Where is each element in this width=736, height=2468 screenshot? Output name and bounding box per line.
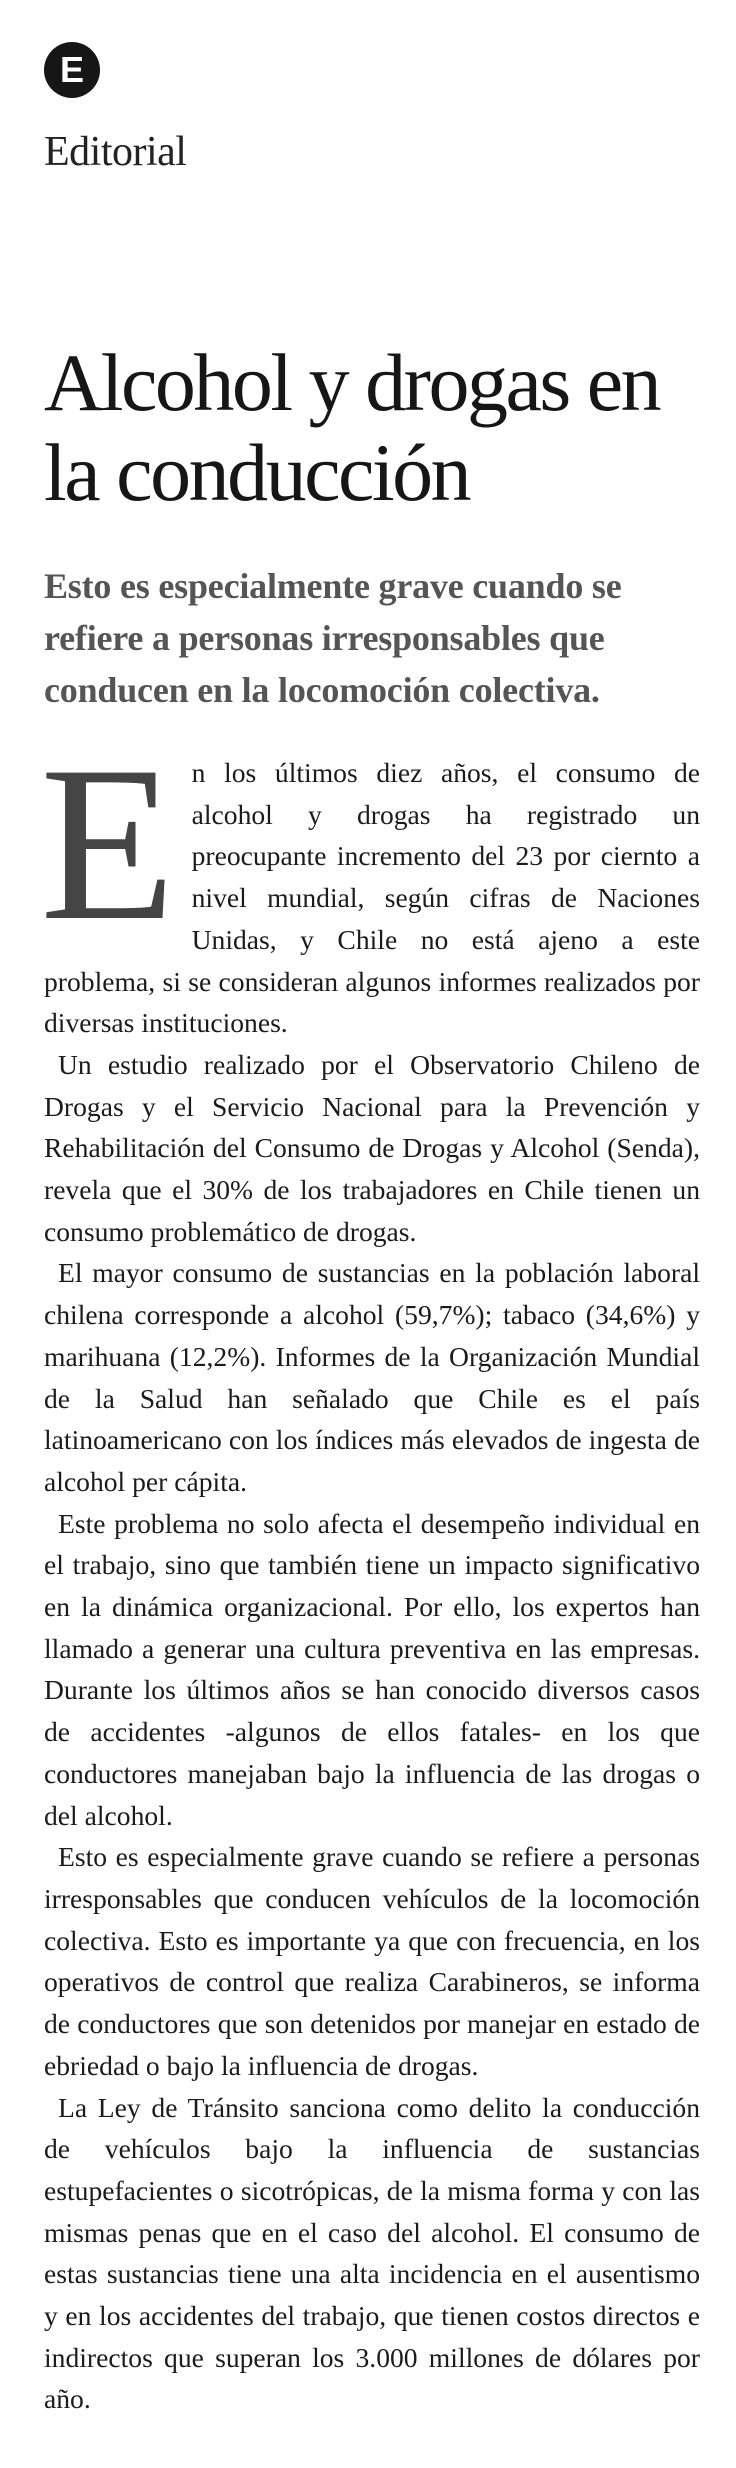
drop-cap: E <box>40 721 176 967</box>
section-badge: E <box>44 42 100 98</box>
paragraph: Este problema no solo afecta el desempeño individual en el trabajo, sino que también tiene un impacto significativo en la dinámica organizacional. Por ello, los expertos han llamado a generar una cultura preventiva en las empresas. Durante los últimos años se han conocido diversos casos de accidentes -algunos de ellos fatales- en los que conductores manejaban bajo la influencia de las drogas o del alcohol. <box>44 1507 700 1831</box>
paragraph: Un estudio realizado por el Observatorio Chileno de Drogas y el Servicio Nacional para la Prevención y Rehabilitación del Consumo de Drogas y Alcohol (Senda), revela que el 30% de los trabajadores en Chile tienen un consumo problemático de drogas. <box>44 1048 700 1247</box>
paragraph: Esto es especialmente grave cuando se refiere a personas irresponsables que conducen vehículos de la locomoción colectiva. Esto es importante ya que con frecuencia, en los operativos de control que realiza Carabineros, se informa de conductores que son detenidos por manejar en estado de ebriedad o bajo la influencia de drogas. <box>44 1841 700 2081</box>
deck: Esto es especialmente grave cuando se refiere a personas irresponsables que conducen en la locomoción colectiva. <box>44 566 622 710</box>
paragraph-text: n los últimos diez años, el consumo de alcohol y drogas ha registrado un preocupante incremento del 23 por ciernto a nivel mundial, según cifras de Naciones Unidas, y Chile no está ajeno a este problema, si se consideran algunos informes realizados por diversas instituciones. <box>44 757 700 1039</box>
paragraph: La Ley de Tránsito sanciona como delito la conducción de vehículos bajo la influencia de sustancias estupefacientes o sicotrópicas, de la misma forma y con las mismas penas que en el caso del alcohol. El consumo de estas sustancias tiene una alta incidencia en el ausentismo y en los accidentes del trabajo, que tienen costos directos e indirectos que superan los 3.000 millones de dólares por año. <box>44 2091 700 2415</box>
section-label: Editorial <box>44 129 187 175</box>
paragraph: El mayor consumo de sustancias en la población laboral chilena corresponde a alcohol (59,7%); tabaco (34,6%) y marihuana (12,2%). Informes de la Organización Mundial de la Salud han señalado que Chile es el país latinoamericano con los índices más elevados de ingesta de alcohol per cápita. <box>44 1257 700 1497</box>
headline: Alcohol y drogas en la conducción <box>44 337 660 518</box>
paragraph <box>40 721 700 1044</box>
article-body <box>40 721 700 2420</box>
